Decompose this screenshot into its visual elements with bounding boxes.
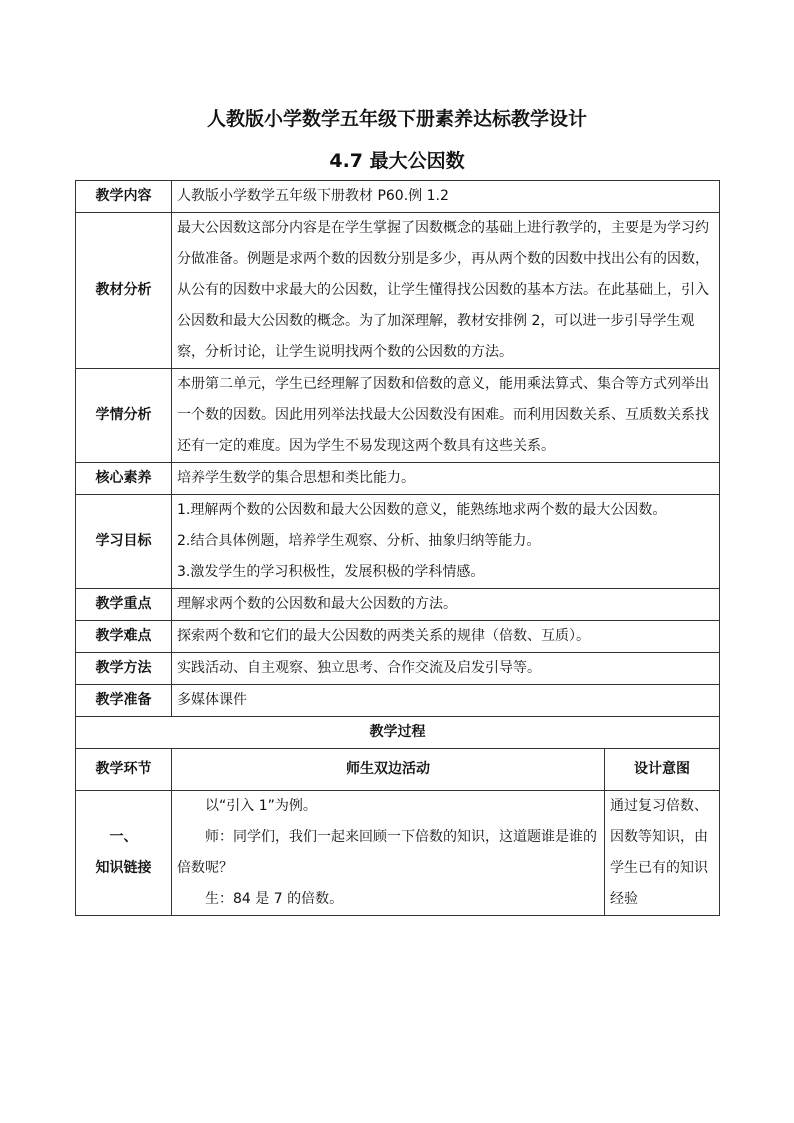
col-activity: 师生双边活动 — [172, 749, 605, 791]
value-prep: 多媒体课件 — [172, 685, 720, 717]
value-content: 人教版小学数学五年级下册教材 P60.例 1.2 — [172, 181, 720, 213]
row-process-columns — [76, 749, 720, 791]
value-keypoint: 理解求两个数的公因数和最大公因数的方法。 — [172, 589, 720, 621]
stage-1-activity — [172, 791, 605, 916]
lesson-title: 4.7 最大公因数 — [329, 150, 465, 172]
col-intent: 设计意图 — [605, 749, 720, 791]
label-keypoint: 教学重点 — [76, 589, 172, 621]
row-students — [76, 369, 720, 463]
row-difficulty — [76, 621, 720, 653]
goal-item: 1.理解两个数的公因数和最大公因数的意义，能熟练地求两个数的最大公因数。 — [177, 502, 667, 518]
process-header: 教学过程 — [76, 717, 720, 749]
activity-line: 以“引入 1”为例。 — [205, 798, 317, 814]
label-content: 教学内容 — [76, 181, 172, 213]
row-prep — [76, 685, 720, 717]
row-method — [76, 653, 720, 685]
row-keypoint — [76, 589, 720, 621]
activity-line: 师：同学们，我们一起来回顾一下倍数的知识，这道题谁是谁的倍数呢？ — [177, 829, 597, 876]
value-analysis: 最大公因数这部分内容是在学生掌握了因数概念的基础上进行教学的，主要是为学习约分做准备。例题是求两个数的因数分别是多少，再从两个数的因数中找出公有的因数，从公有的因数中求最大的公因数，让学生懂得找公因数的基本方法。在此基础上，引入公因数和最大公因数的概念。为了加深理解，教材安排例 2，可以进一步引导学生观察，分析讨论，让学生说明找两个数的公因数的方法。 — [172, 213, 720, 369]
stage-1-label — [76, 791, 172, 916]
activity-line: 生：84 是 7 的倍数。 — [205, 891, 344, 907]
label-literacy: 核心素养 — [76, 463, 172, 495]
value-method: 实践活动、自主观察、独立思考、合作交流及启发引导等。 — [172, 653, 720, 685]
goal-item: 2.结合具体例题，培养学生观察、分析、抽象归纳等能力。 — [177, 533, 541, 549]
row-analysis — [76, 213, 720, 369]
stage-1-number: 一、 — [109, 829, 138, 845]
label-students: 学情分析 — [76, 369, 172, 463]
value-literacy: 培养学生数学的集合思想和类比能力。 — [172, 463, 720, 495]
label-difficulty: 教学难点 — [76, 621, 172, 653]
label-analysis: 教材分析 — [76, 213, 172, 369]
value-students: 本册第二单元，学生已经理解了因数和倍数的意义，能用乘法算式、集合等方式列举出一个数的因数。因此用列举法找最大公因数没有困难。而利用因数关系、互质数关系找还有一定的难度。因为学生不易发现这两个数具有这些关系。 — [172, 369, 720, 463]
row-literacy — [76, 463, 720, 495]
row-stage-1 — [76, 791, 720, 916]
row-goals — [76, 495, 720, 589]
document-title: 人教版小学数学五年级下册素养达标教学设计 — [206, 108, 587, 130]
value-difficulty: 探索两个数和它们的最大公因数的两类关系的规律（倍数、互质）。 — [172, 621, 720, 653]
stage-1-intent: 通过复习倍数、因数等知识，由学生已有的知识经验 — [605, 791, 720, 916]
goal-item: 3.激发学生的学习积极性，发展积极的学科情感。 — [177, 564, 485, 580]
lesson-plan-table — [75, 180, 720, 916]
stage-1-name: 知识链接 — [95, 860, 152, 876]
value-goals — [172, 495, 720, 589]
label-method: 教学方法 — [76, 653, 172, 685]
label-prep: 教学准备 — [76, 685, 172, 717]
label-goals: 学习目标 — [76, 495, 172, 589]
row-content — [76, 181, 720, 213]
row-process-header — [76, 717, 720, 749]
col-stage: 教学环节 — [76, 749, 172, 791]
